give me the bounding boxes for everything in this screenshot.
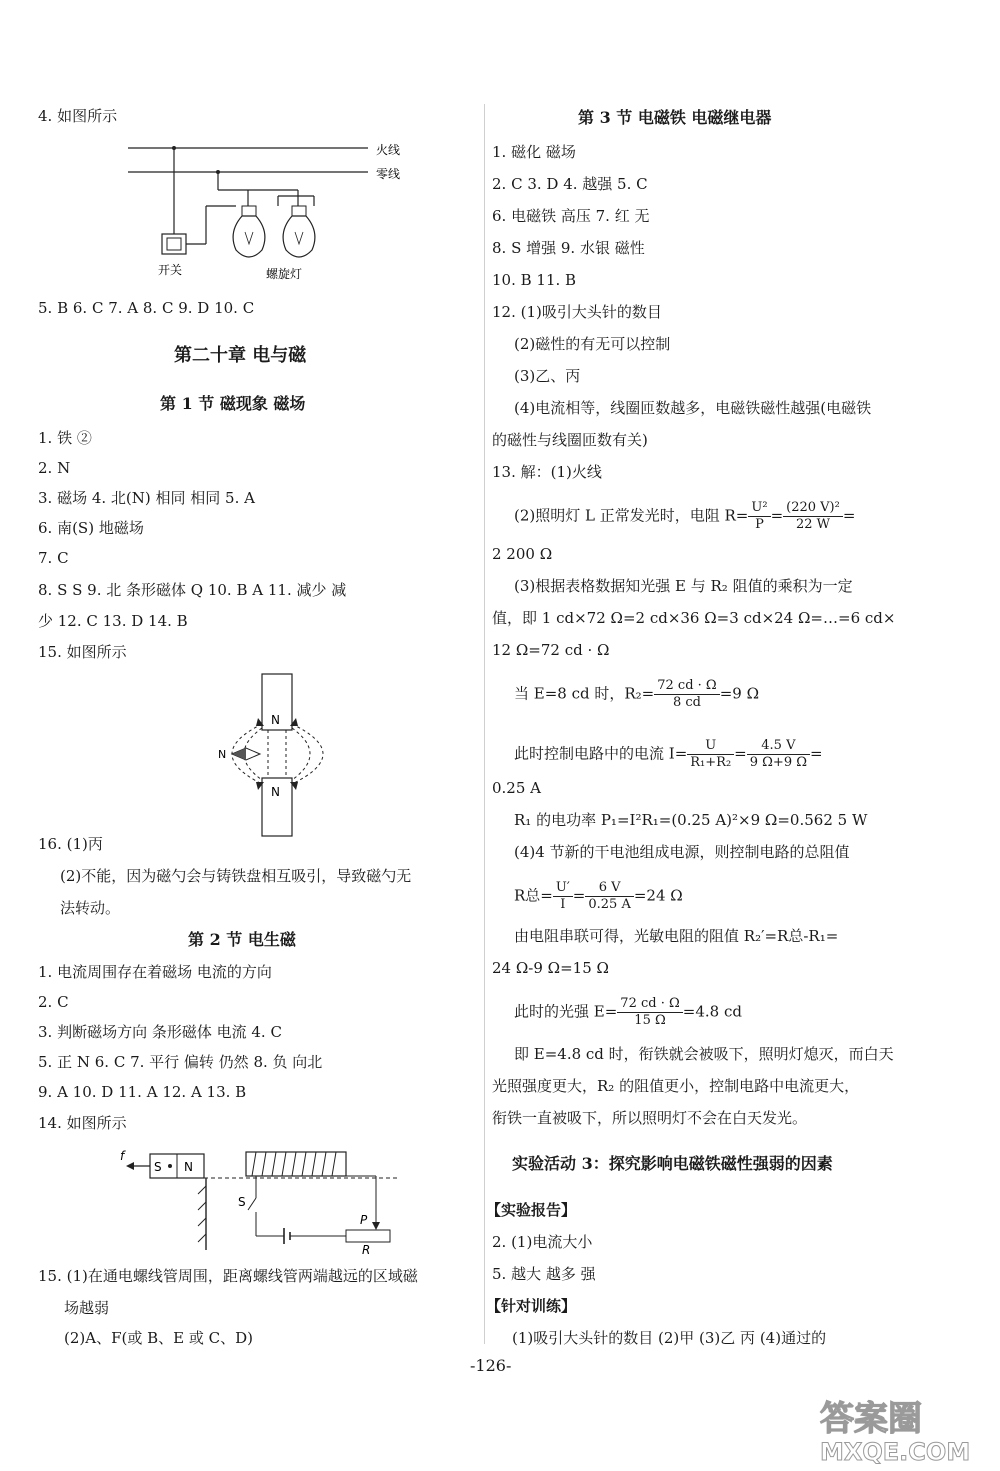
answer-line: 6. 南(S) 地磁场 (38, 519, 144, 537)
numerator: (220 V)² (783, 500, 843, 517)
switch-s-label: S (238, 1195, 246, 1209)
numerator: 6 V (585, 880, 633, 897)
answer-line: 由电阻串联可得，光敏电阻的阻值 R₂′=R总-R₁= (514, 927, 839, 945)
eq-text: =4.8 cd (682, 1002, 742, 1021)
magnetic-field-diagram (198, 670, 368, 840)
eq-text: = (770, 506, 784, 525)
answer-line: (4)4 节新的干电池组成电源，则控制电路的总阻值 (514, 843, 850, 861)
answer-line: (3)乙、丙 (514, 367, 581, 385)
answer-line: 13. 解：(1)火线 (492, 463, 602, 481)
eq-text: =9 Ω (719, 684, 760, 703)
answer-line: 1. 铁 ② (38, 429, 92, 447)
needle-n-label: N (218, 748, 227, 761)
magnet-top-n: N (271, 713, 280, 727)
answer-line: 7. C (38, 549, 69, 567)
eq-text: =24 Ω (633, 886, 683, 905)
watermark-text-top: 答案圈 (820, 1399, 922, 1439)
answer-line: 24 Ω-9 Ω=15 Ω (492, 959, 609, 977)
eq-text: = (572, 886, 586, 905)
answer-line: (2)A、F(或 B、E 或 C、D) (64, 1329, 253, 1347)
answer-line: (1)吸引大头针的数目 (2)甲 (3)乙 丙 (4)通过的 (512, 1329, 827, 1347)
solenoid-circuit-diagram (110, 1144, 420, 1254)
answer-line: 的磁性与线圈匝数有关) (492, 431, 648, 449)
slider-p-label: P (360, 1213, 368, 1227)
eq-text: 当 E=8 cd 时，R₂= (514, 684, 655, 703)
fraction (783, 500, 843, 533)
live-wire-label: 火线 (376, 143, 401, 157)
eq-text: 此时控制电路中的电流 I= (514, 744, 688, 763)
answer-line: (2)磁性的有无可以控制 (514, 335, 671, 353)
answers-5-10: 5. B 6. C 7. A 8. C 9. D 10. C (38, 299, 255, 317)
denominator: I (560, 897, 566, 912)
rheostat-r-label: R (362, 1243, 371, 1254)
section-1-title: 第 1 节 磁现象 磁场 (160, 394, 306, 413)
switch-label: 开关 (158, 263, 183, 277)
answer-line: 2. C (38, 993, 69, 1011)
answer-line: 值，即 1 cd×72 Ω=2 cd×36 Ω=3 cd×24 Ω=…=6 cd× (492, 609, 896, 627)
lab-activity-title: 实验活动 3：探究影响电磁铁磁性强弱的因素 (512, 1154, 833, 1173)
bulb-icon (233, 206, 265, 257)
answer-line: 5. 正 N 6. C 7. 平行 偏转 仍然 8. 负 向北 (38, 1053, 323, 1071)
numerator: U′ (553, 880, 573, 897)
fraction (553, 880, 573, 913)
force-label: f (120, 1149, 125, 1163)
magnet-n-label: N (184, 1160, 193, 1174)
answer-line: 9. A 10. D 11. A 12. A 13. B (38, 1083, 247, 1101)
answer-line: (2)不能，因为磁勺会与铸铁盘相互吸引，导致磁勺无 (60, 867, 412, 885)
magnet-s-label: S (154, 1160, 162, 1174)
report-label: 【实验报告】 (486, 1201, 577, 1219)
answer-line: 5. 越大 越多 强 (492, 1265, 596, 1283)
denominator: 9 Ω+9 Ω (749, 755, 808, 770)
answer-line: 12 Ω=72 cd · Ω (492, 641, 610, 659)
answer-line: 10. B 11. B (492, 271, 577, 289)
house-wiring-diagram (118, 136, 418, 286)
section-3-title: 第 3 节 电磁铁 电磁继电器 (578, 108, 772, 127)
section-2-title: 第 2 节 电生磁 (188, 930, 296, 949)
answer-line: 1. 磁化 磁场 (492, 143, 576, 161)
answer-line: 少 12. C 13. D 14. B (38, 612, 188, 630)
total-resistance-equation (514, 880, 683, 913)
eq-text: 此时的光强 E= (514, 1002, 618, 1021)
answer-line: 0.25 A (492, 779, 541, 797)
answer-line: 场越弱 (64, 1299, 110, 1317)
page-number: -126- (470, 1356, 512, 1375)
answer-line: 法转动。 (60, 899, 121, 917)
fraction (617, 996, 682, 1029)
neutral-wire-label: 零线 (376, 167, 401, 181)
answer-line: 15. (1)在通电螺线管周围，距离螺线管两端越远的区域磁 (38, 1267, 418, 1285)
resistance-equation (514, 500, 855, 533)
answer-line: 2. C 3. D 4. 越强 5. C (492, 175, 648, 193)
eq-text: (2)照明灯 L 正常发光时，电阻 R= (514, 506, 749, 525)
fraction (747, 738, 810, 771)
eq-text: = (810, 744, 823, 763)
eq-text: = (734, 744, 747, 763)
eq-text: = (842, 506, 856, 525)
answer-line: 3. 判断磁场方向 条形磁体 电流 4. C (38, 1023, 282, 1041)
fraction (748, 500, 770, 533)
numerator: U² (748, 500, 770, 517)
answer-line: 6. 电磁铁 高压 7. 红 无 (492, 207, 650, 225)
answer-line: R₁ 的电功率 P₁=I²R₁=(0.25 A)²×9 Ω=0.562 5 W (514, 811, 868, 829)
watermark-logo (780, 1390, 980, 1465)
current-equation (514, 738, 823, 771)
answer-line: 14. 如图所示 (38, 1114, 127, 1132)
column-divider (484, 104, 485, 1344)
answer-line: 8. S 增强 9. 水银 磁性 (492, 239, 645, 257)
answer-line: 2. (1)电流大小 (492, 1233, 593, 1251)
answer-line: 8. S S 9. 北 条形磁体 Q 10. B A 11. 减少 减 (38, 581, 347, 599)
magnet-bottom-n: N (271, 785, 280, 799)
denominator: P (755, 517, 764, 532)
lamp-label: 螺旋灯 (266, 267, 303, 281)
denominator: 0.25 A (588, 897, 631, 912)
answer-line: (4)电流相等，线圈匝数越多，电磁铁磁性越强(电磁铁 (514, 399, 872, 417)
eq-text: R总= (514, 886, 553, 905)
denominator: 15 Ω (634, 1013, 666, 1028)
answer-line: 光照强度更大，R₂ 的阻值更小，控制电路中电流更大， (492, 1077, 860, 1095)
training-label: 【针对训练】 (486, 1297, 577, 1315)
answer-line: 即 E=4.8 cd 时，衔铁就会被吸下，照明灯熄灭，而白天 (514, 1045, 894, 1063)
question-4-label: 4. 如图所示 (38, 107, 118, 125)
fraction (654, 678, 719, 711)
r2-equation (514, 678, 759, 711)
answer-line: 3. 磁场 4. 北(N) 相同 相同 5. A (38, 489, 255, 507)
fraction (687, 738, 734, 771)
numerator: U (687, 738, 734, 755)
chapter-title: 第二十章 电与磁 (174, 345, 307, 366)
numerator: 4.5 V (747, 738, 810, 755)
light-intensity-equation (514, 996, 742, 1029)
answer-line: 2 200 Ω (492, 545, 553, 563)
answer-line: 2. N (38, 459, 71, 477)
fraction (585, 880, 633, 913)
answer-line: 15. 如图所示 (38, 643, 127, 661)
numerator: 72 cd · Ω (654, 678, 719, 695)
answer-line: (3)根据表格数据知光强 E 与 R₂ 阻值的乘积为一定 (514, 577, 853, 595)
answer-line: 衔铁一直被吸下，所以照明灯不会在白天发光。 (492, 1109, 808, 1127)
denominator: 22 W (795, 517, 831, 532)
answer-line: 1. 电流周围存在着磁场 电流的方向 (38, 963, 272, 981)
answer-line: 12. (1)吸引大头针的数目 (492, 303, 662, 321)
denominator: R₁+R₂ (690, 755, 732, 770)
denominator: 8 cd (672, 695, 701, 710)
watermark-text-bottom: MXQE.COM (820, 1438, 971, 1465)
compass-needle-icon (232, 748, 260, 760)
numerator: 72 cd · Ω (617, 996, 682, 1013)
answer-line: 16. (1)丙 (38, 835, 103, 853)
bulb-icon (283, 206, 315, 257)
